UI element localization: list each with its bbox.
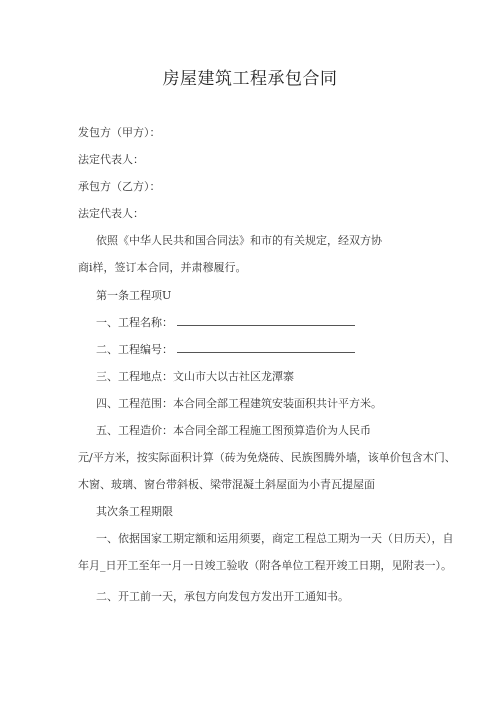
party-b-line: 承包方（乙方）：: [78, 180, 161, 193]
project-scope-line: 四、工程范围：本合同全部工程建筑安装面积共计平方米。: [96, 397, 382, 410]
project-cost-line-3: 木窗、玻璃、窗台带斜板、梁带混凝土斜屋面为小青瓦提屋面: [78, 478, 375, 491]
party-a-line: 发包方（甲方）：: [78, 126, 161, 139]
project-name-label: 一、工程名称：: [96, 316, 173, 329]
party-b-rep-line: 法定代表人：: [78, 207, 144, 220]
project-name-blank: [177, 317, 355, 326]
project-number-line: [96, 341, 355, 357]
duration-line-2: 年月_日开工至年一月一日竣工验收（附各单位工程开竣工日期，见附表一）。: [78, 559, 452, 572]
project-name-line: [96, 314, 355, 330]
project-location-line: 三、工程地点：文山市大以古社区龙潭寨: [96, 370, 294, 383]
project-cost-line-1: 五、工程造价：本合同全部工程施工图预算造价为人民币: [96, 424, 371, 437]
project-number-blank: [177, 344, 355, 353]
project-cost-line-2: 元/平方米，按实际面积计算（砖为免烧砖、民族图腾外墙，该单价包含木门、: [78, 451, 456, 464]
article-2-heading: 其次条工程期限: [96, 505, 173, 518]
article-1-heading: 第一条工程项U: [96, 289, 172, 302]
intro-paragraph-line-2: 商i样，签订本合同，并肃穆履行。: [78, 261, 247, 274]
start-notice-line: 二、开工前一天，承包方向发包方发出开工通知书。: [96, 590, 349, 603]
party-a-rep-line: 法定代表人：: [78, 153, 144, 166]
duration-line-1: 一、依据国家工期定额和运用须要，商定工程总工期为一天（日历天），自: [96, 532, 454, 545]
intro-paragraph-line-1: 依照《中华人民共和国合同法》和市的有关规定，经双方协: [96, 234, 382, 247]
page-title: 房屋建筑工程承包合同: [162, 69, 338, 89]
project-number-label: 二、工程编号：: [96, 343, 173, 356]
